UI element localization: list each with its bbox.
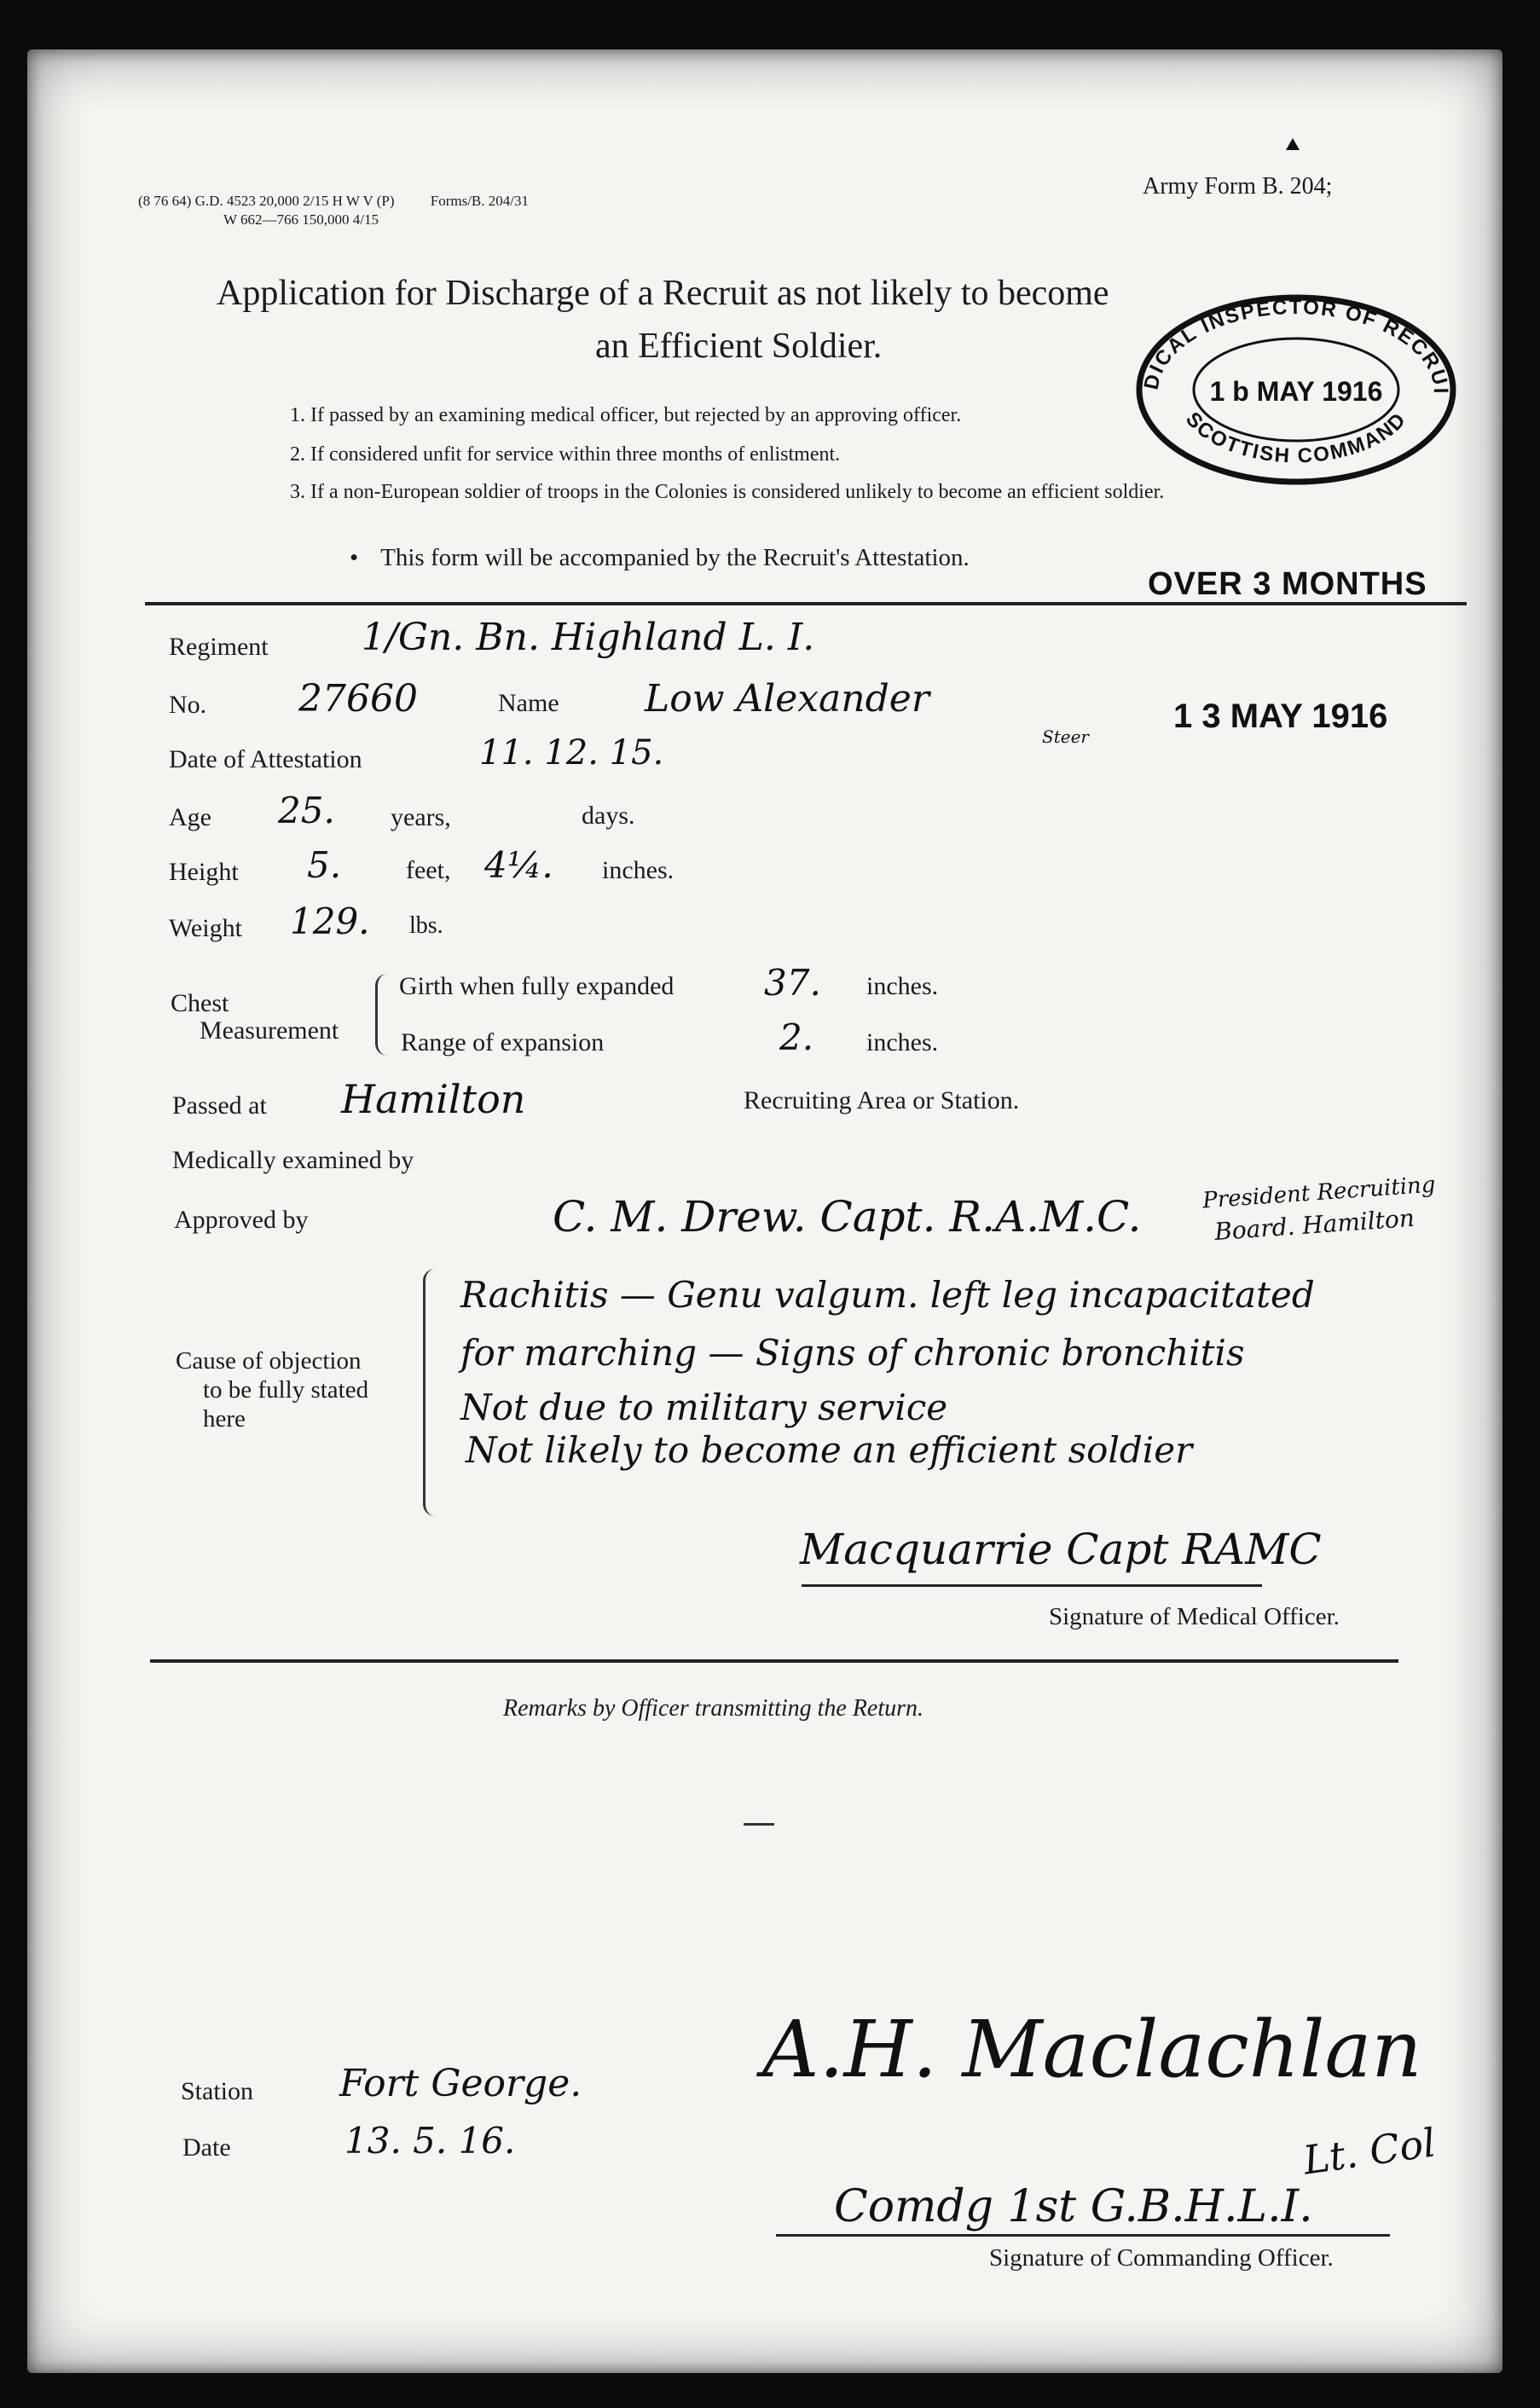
- over-months-stamp: OVER 3 MONTHS: [1148, 566, 1427, 602]
- age-days-label: days.: [582, 802, 635, 830]
- measurement-label: Measurement: [200, 1016, 339, 1045]
- cause-brace: [423, 1269, 437, 1516]
- stamp-date: 1 b MAY 1916: [1209, 376, 1383, 407]
- range-value: 2.: [779, 1016, 814, 1058]
- cause-label-1: Cause of objection: [176, 1347, 362, 1375]
- girth-unit-label: inches.: [866, 972, 939, 1000]
- instruction-2: 2. If considered unfit for service within three months of enlistment.: [290, 443, 841, 466]
- print-codes-line2: W 662—766 150,000 4/15: [223, 211, 379, 228]
- height-feet-label: feet,: [406, 856, 451, 884]
- medical-inspector-stamp: [1134, 292, 1458, 488]
- instruction-3: 3. If a non-European soldier of troops in the Colonies is considered unlikely to become an efficient soldier.: [290, 481, 1165, 503]
- date-value: 13. 5. 16.: [344, 2120, 516, 2162]
- recruiting-area-label: Recruiting Area or Station.: [744, 1086, 1020, 1114]
- attestation-label: Date of Attestation: [169, 745, 362, 773]
- medical-signature-label: Signature of Medical Officer.: [1049, 1603, 1340, 1630]
- date-label: Date: [182, 2133, 231, 2162]
- no-label: No.: [169, 691, 207, 719]
- station-value: Fort George.: [339, 2062, 582, 2105]
- regiment-value: 1/Gn. Bn. Highland L. I.: [362, 616, 815, 659]
- corner-mark: [1286, 138, 1300, 150]
- stamp-bottom-text: SCOTTISH COMMAND: [1181, 408, 1411, 468]
- age-label: Age: [169, 803, 211, 831]
- approved-by-label: Approved by: [174, 1206, 309, 1234]
- commanding-officer-unit: Comdg 1st G.B.H.L.I.: [834, 2181, 1313, 2232]
- height-inches-label: inches.: [602, 856, 674, 884]
- passed-at-label: Passed at: [172, 1091, 267, 1120]
- stamp-oval-svg: [1134, 292, 1458, 488]
- no-value: 27660: [298, 677, 418, 721]
- height-label: Height: [169, 858, 239, 886]
- army-form-number: Army Form B. 204;: [1143, 173, 1333, 200]
- remarks-heading: Remarks by Officer transmitting the Return.: [503, 1695, 924, 1722]
- form-title-line1: Application for Discharge of a Recruit as not likely to become: [217, 274, 1109, 313]
- medical-officer-signature: Macquarrie Capt RAMC: [800, 1525, 1322, 1574]
- height-feet-value: 5.: [307, 844, 342, 886]
- examined-by-label: Medically examined by: [172, 1146, 414, 1174]
- chest-label: Chest: [171, 989, 229, 1017]
- passed-at-value: Hamilton: [341, 1076, 526, 1122]
- station-label: Station: [181, 2077, 254, 2105]
- cause-line-1: Rachitis — Genu valgum. left leg incapacitated: [460, 1274, 1315, 1316]
- range-unit-label: inches.: [866, 1028, 939, 1056]
- cause-label-2: to be fully stated: [203, 1376, 369, 1404]
- attestation-note: [350, 544, 970, 572]
- top-divider: [145, 602, 1467, 605]
- weight-value: 129.: [290, 900, 370, 942]
- girth-value: 37.: [764, 962, 821, 1004]
- cause-label-3: here: [203, 1405, 246, 1433]
- attestation-value: 11. 12. 15.: [479, 733, 664, 773]
- regiment-label: Regiment: [169, 633, 269, 661]
- approved-note-2: Board. Hamilton: [1213, 1203, 1416, 1247]
- codes-text: (8 76 64) G.D. 4523 20,000 2/15 H W V (P): [138, 193, 395, 209]
- weight-label: Weight: [169, 914, 242, 942]
- name-label: Name: [498, 689, 559, 717]
- height-inches-value: 4¼.: [484, 844, 553, 886]
- middle-divider: [150, 1659, 1398, 1663]
- instruction-1: 1. If passed by an examining medical officer, but rejected by an approving officer.: [290, 404, 962, 426]
- stray-mark: [744, 1823, 774, 1826]
- co-signature-underline: [776, 2234, 1390, 2237]
- commanding-officer-signature: A.H. Maclachlan: [762, 2004, 1422, 2095]
- cause-line-2: for marching — Signs of chronic bronchitis: [460, 1332, 1245, 1374]
- attestation-note-text: This form will be accompanied by the Recruit's Attestation.: [380, 544, 970, 571]
- weight-unit-label: lbs.: [409, 912, 443, 939]
- commanding-officer-rank: Lt. Col: [1300, 2119, 1439, 2184]
- stamp-top-text: DICAL INSPECTOR OF RECRUI: [1139, 295, 1453, 396]
- form-title-line2: an Efficient Soldier.: [595, 327, 883, 366]
- approved-note-1: President Recruiting: [1201, 1172, 1437, 1214]
- cause-line-4: Not likely to become an efficient soldier: [466, 1429, 1193, 1471]
- name-extra: Steer: [1042, 726, 1089, 747]
- age-value: 25.: [278, 790, 335, 831]
- co-signature-label: Signature of Commanding Officer.: [989, 2244, 1334, 2272]
- bullet-mark: •: [350, 544, 359, 571]
- print-codes-line1: [138, 193, 529, 210]
- cause-line-3: Not due to military service: [460, 1386, 948, 1428]
- girth-label: Girth when fully expanded: [399, 972, 674, 1000]
- form-code: Forms/B. 204/31: [430, 193, 529, 209]
- medical-signature-underline: [802, 1584, 1262, 1587]
- chest-brace: [375, 974, 390, 1056]
- name-value: Low Alexander: [645, 677, 929, 721]
- received-date-stamp: 1 3 MAY 1916: [1173, 698, 1388, 735]
- approved-by-value: C. M. Drew. Capt. R.A.M.C.: [553, 1192, 1142, 1242]
- age-years-label: years,: [391, 803, 451, 831]
- range-label: Range of expansion: [401, 1028, 605, 1056]
